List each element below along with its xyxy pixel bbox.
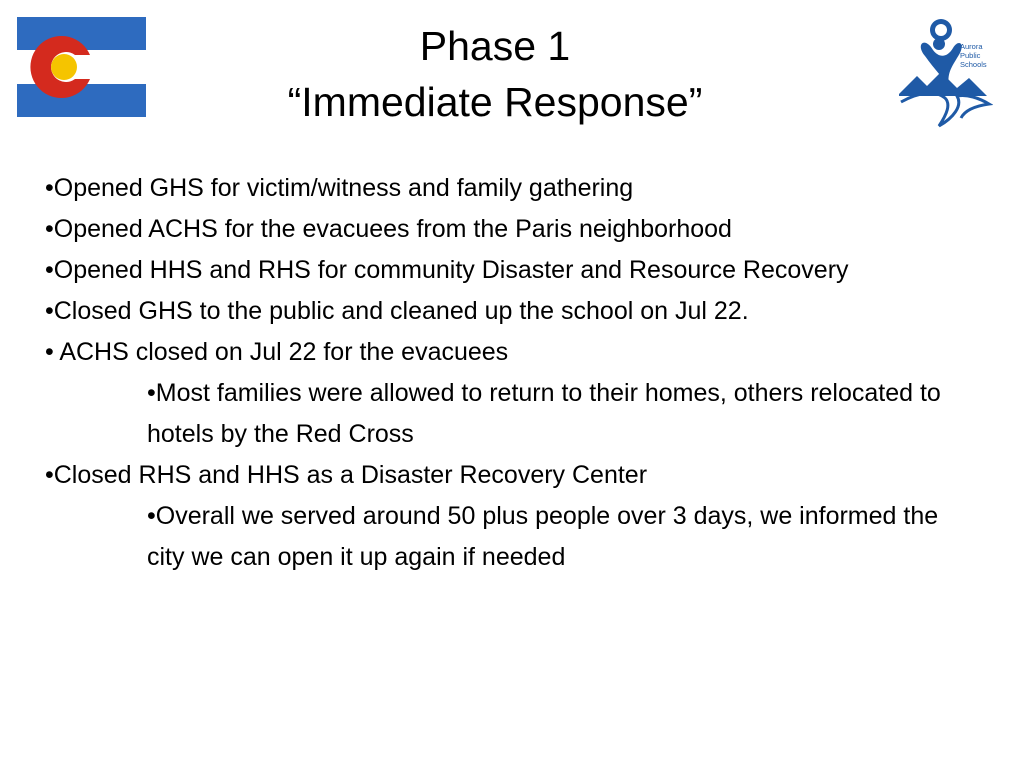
- bullet-item: •Opened HHS and RHS for community Disaster and Resource Recovery: [45, 256, 849, 284]
- bullet-item: •Opened ACHS for the evacuees from the Paris neighborhood: [45, 215, 732, 243]
- logo-line: Public: [960, 51, 981, 60]
- aurora-public-schools-logo-icon: [895, 14, 993, 130]
- title-line-2: “Immediate Response”: [287, 79, 703, 125]
- bullet-item: • ACHS closed on Jul 22 for the evacuees: [45, 338, 509, 366]
- logo-line: Aurora: [960, 42, 983, 51]
- slide-title: [220, 18, 770, 130]
- colorado-flag-icon: [17, 17, 146, 117]
- sub-bullet-item: •Most families were allowed to return to their homes, others relocated to hotels by the Red Cross: [147, 379, 941, 448]
- bullet-item: •Closed RHS and HHS as a Disaster Recovery Center: [45, 461, 648, 489]
- bullet-item: •Opened GHS for victim/witness and family gathering: [45, 174, 634, 202]
- logo-text: [960, 42, 987, 69]
- title-line-1: Phase 1: [419, 23, 571, 69]
- slide-content: [45, 168, 975, 578]
- bullet-item: •Closed GHS to the public and cleaned up the school on Jul 22.: [45, 297, 749, 325]
- sub-bullet-item: •Overall we served around 50 plus people over 3 days, we informed the city we can open it up again if needed: [147, 502, 939, 571]
- logo-line: Schools: [960, 60, 987, 69]
